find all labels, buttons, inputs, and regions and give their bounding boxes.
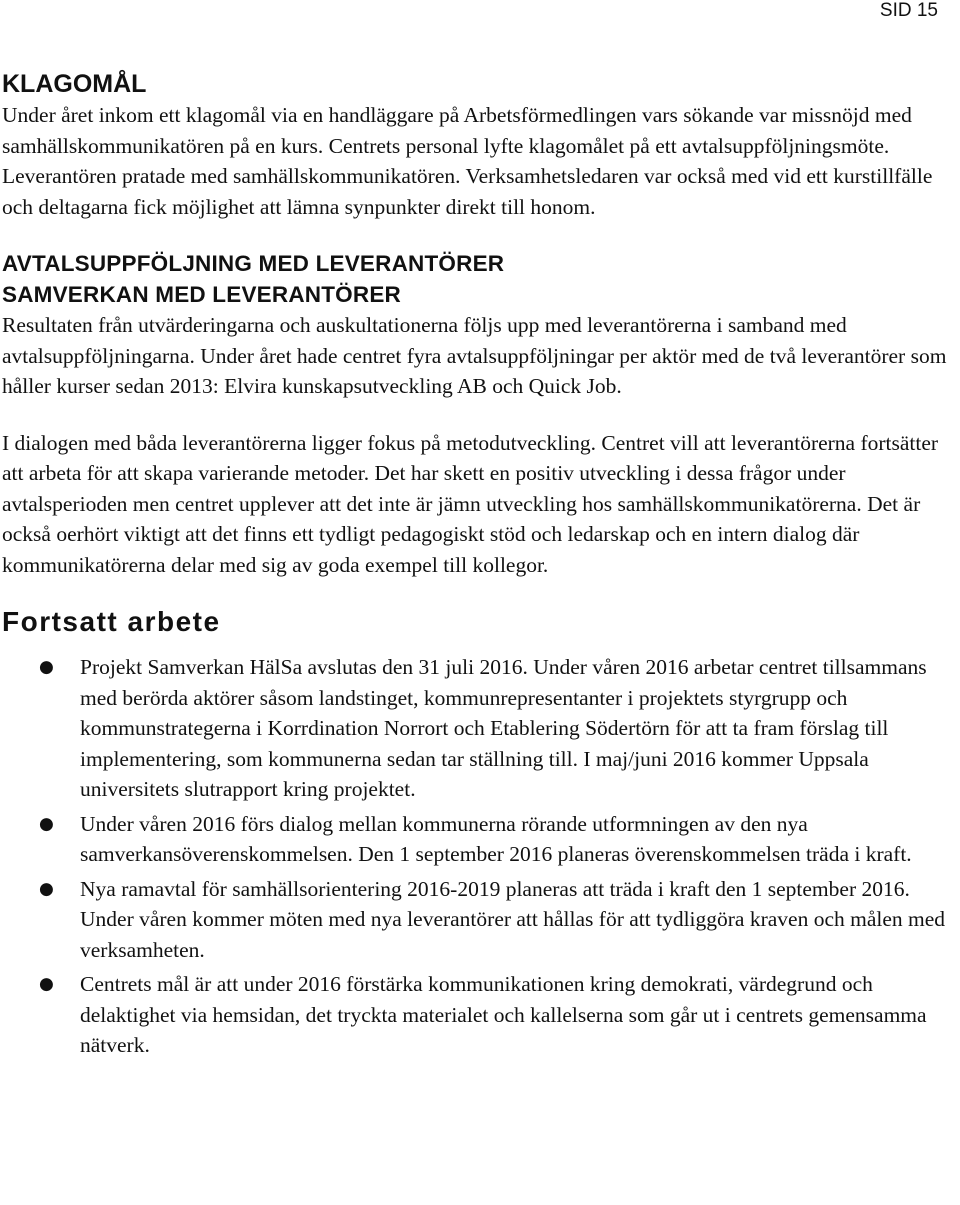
bullet-icon: ● — [39, 657, 54, 677]
bullet-icon: ● — [39, 813, 54, 834]
list-item-text: Nya ramavtal för samhällsorientering 2016-2019 planeras att träda i kraft den 1 september 2016. Under våren kommer möten med nya leverantörer att hållas för att tydliggöra kraven och målen med verksamheten. — [80, 876, 946, 962]
klagomal-heading: KLAGOMÅL — [2, 70, 147, 98]
list-item-text: Under våren 2016 förs dialog mellan kommunerna rörande utformningen av den nya samverkansöverenskommelsen. Den 1 september 2016 planeras överenskommelsen träda i kraft. — [80, 811, 912, 866]
list-item-text: Projekt Samverkan HälSa avslutas den 31 juli 2016. Under våren 2016 arbetar centret tillsammans med berörda aktörer såsom landstinget, kommunrepresentanter i projektets styrgrupp och kommunstrategerna i Korrdination Norrort och Etablering Södertörn för att ta fram förslag till implementering, som kommunerna sedan tar ställning till. I maj/juni 2016 kommer Uppsala universitets slutrapport kring projektet. — [80, 655, 927, 801]
samverkan-heading: SAMVERKAN MED LEVERANTÖRER — [2, 282, 401, 307]
avtalsuppfoljning-heading: AVTALSUPPFÖLJNING MED LEVERANTÖRER — [2, 251, 505, 276]
fortsatt-list — [2, 652, 952, 1061]
klagomal-paragraph: Under året inkom ett klagomål via en handläggare på Arbetsförmedlingen vars sökande var missnöjd med samhällskommunikatören på en kurs. Centrets personal lyfte klagomålet på ett avtalsuppföljningsmöte. Leverantören pratade med samhällskommunikatören. Verksamhetsledaren var också med vid ett kurstillfälle och deltagarna fick möjlighet att lämna synpunkter direkt till honom. — [2, 103, 933, 219]
list-item — [2, 809, 952, 870]
bullet-icon: ● — [39, 974, 54, 994]
bullet-icon: ● — [39, 878, 54, 899]
fortsatt-arbete-heading: Fortsatt arbete — [2, 606, 221, 637]
list-item-text: Centrets mål är att under 2016 förstärka kommunikationen kring demokrati, värdegrund och delaktighet via hemsidan, det tryckta materialet och kallelserna som går ut i centrets gemensamma nätverk. — [80, 972, 927, 1057]
document-body — [2, 68, 952, 1065]
page-number: SID 15 — [879, 0, 938, 21]
list-item — [2, 652, 952, 805]
avtal-paragraph-2: I dialogen med båda leverantörerna ligger fokus på metodutveckling. Centret vill att leverantörerna fortsätter att arbeta för att skapa varierande metoder. Det har skett en positiv utveckling i dessa frågor under avtalsperioden men centret upplever att det inte är jämn utveckling hos samhällskommunikatörerna. Det är också oerhört viktigt att det finns ett tydligt pedagogiskt stöd och ledarskap och en intern dialog där kommunikatörerna delar med sig av goda exempel till kollegor. — [2, 430, 939, 577]
list-item — [2, 969, 952, 1061]
list-item — [2, 874, 952, 966]
avtal-paragraph-1: Resultaten från utvärderingarna och auskultationerna följs upp med leverantörerna i samband med avtalsuppföljningarna. Under året hade centret fyra avtalsuppföljningar per aktör med de två leverantörer som håller kurser sedan 2013: Elvira kunskapsutveckling AB och Quick Job. — [2, 313, 947, 398]
